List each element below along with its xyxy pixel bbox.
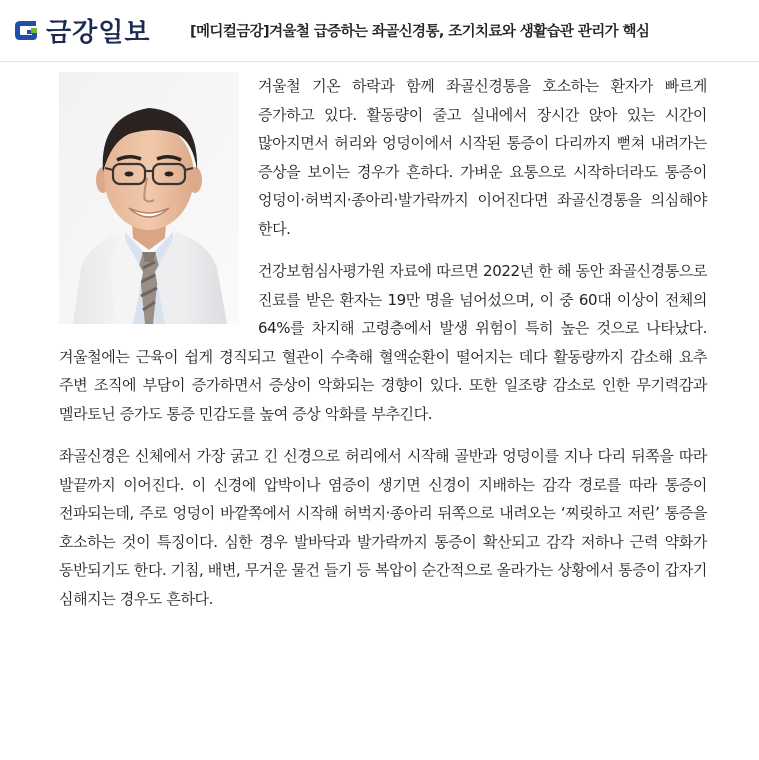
- article-paragraph: 건강보험심사평가원 자료에 따르면 2022년 한 해 동안 좌골신경통으로 진료를 받은 환자는 19만 명을 넘어섰으며, 이 중 60대 이상이 전체의 64%를 차지해 고령층에서 발생 위험이 특히 높은 것으로 나타났다. 겨울철에는 근육이 쉽게 경직되고 혈관이 수축해 혈액순환이 떨어지는 데다 활동량까지 감소해 요추 주변 조직에 부담이 증가하면서 증상이 악화되는 경향이 있다. 또한 일조량 감소로 인한 무기력감과 멜라토닌 증가도 통증 민감도를 높여 증상 악화를 부추긴다.: [59, 262, 707, 423]
- site-logo[interactable]: [12, 12, 150, 48]
- logo-text: 금강일보: [46, 17, 151, 48]
- doctor-portrait-icon: [59, 72, 239, 324]
- site-header: [0, 0, 759, 62]
- article-paragraph: 좌골신경은 신체에서 가장 굵고 긴 신경으로 허리에서 시작해 골반과 엉덩이를 지나 다리 뒤쪽을 따라 발끝까지 이어진다. 이 신경에 압박이나 염증이 생기면 신경이 지배하는 감각 경로를 따라 통증이 전파되는데, 주로 엉덩이 바깥쪽에서 시작해 허벅지·종아리 뒤쪽으로 내려오는 ‘찌릿하고 저린’ 통증을 호소하는 것이 특징이다. 심한 경우 발바닥과 발가락까지 통증이 확산되고 감각 저하나 근력 약화가 동반되기도 한다. 기침, 배변, 무거운 물건 들기 등 복압이 순간적으로 올라가는 상황에서 통증이 갑자기 심해지는 경우도 흔하다.: [59, 447, 707, 608]
- article-headline: [메디컬금강]겨울철 급증하는 좌골신경통, 조기치료와 생활습관 관리가 핵심: [190, 24, 650, 40]
- article-body: [59, 72, 707, 627]
- logo-mark-icon: [12, 15, 42, 45]
- article-paragraph: 겨울철 기온 하락과 함께 좌골신경통을 호소하는 환자가 빠르게 증가하고 있다. 활동량이 줄고 실내에서 장시간 앉아 있는 시간이 많아지면서 허리와 엉덩이에서 시작된 통증이 다리까지 뻗쳐 내려가는 증상을 보이는 경우가 흔하다. 가벼운 요통으로 시작하더라도 통증이 엉덩이·허벅지·종아리·발가락까지 이어진다면 좌골신경통을 의심해야 한다.: [258, 77, 707, 238]
